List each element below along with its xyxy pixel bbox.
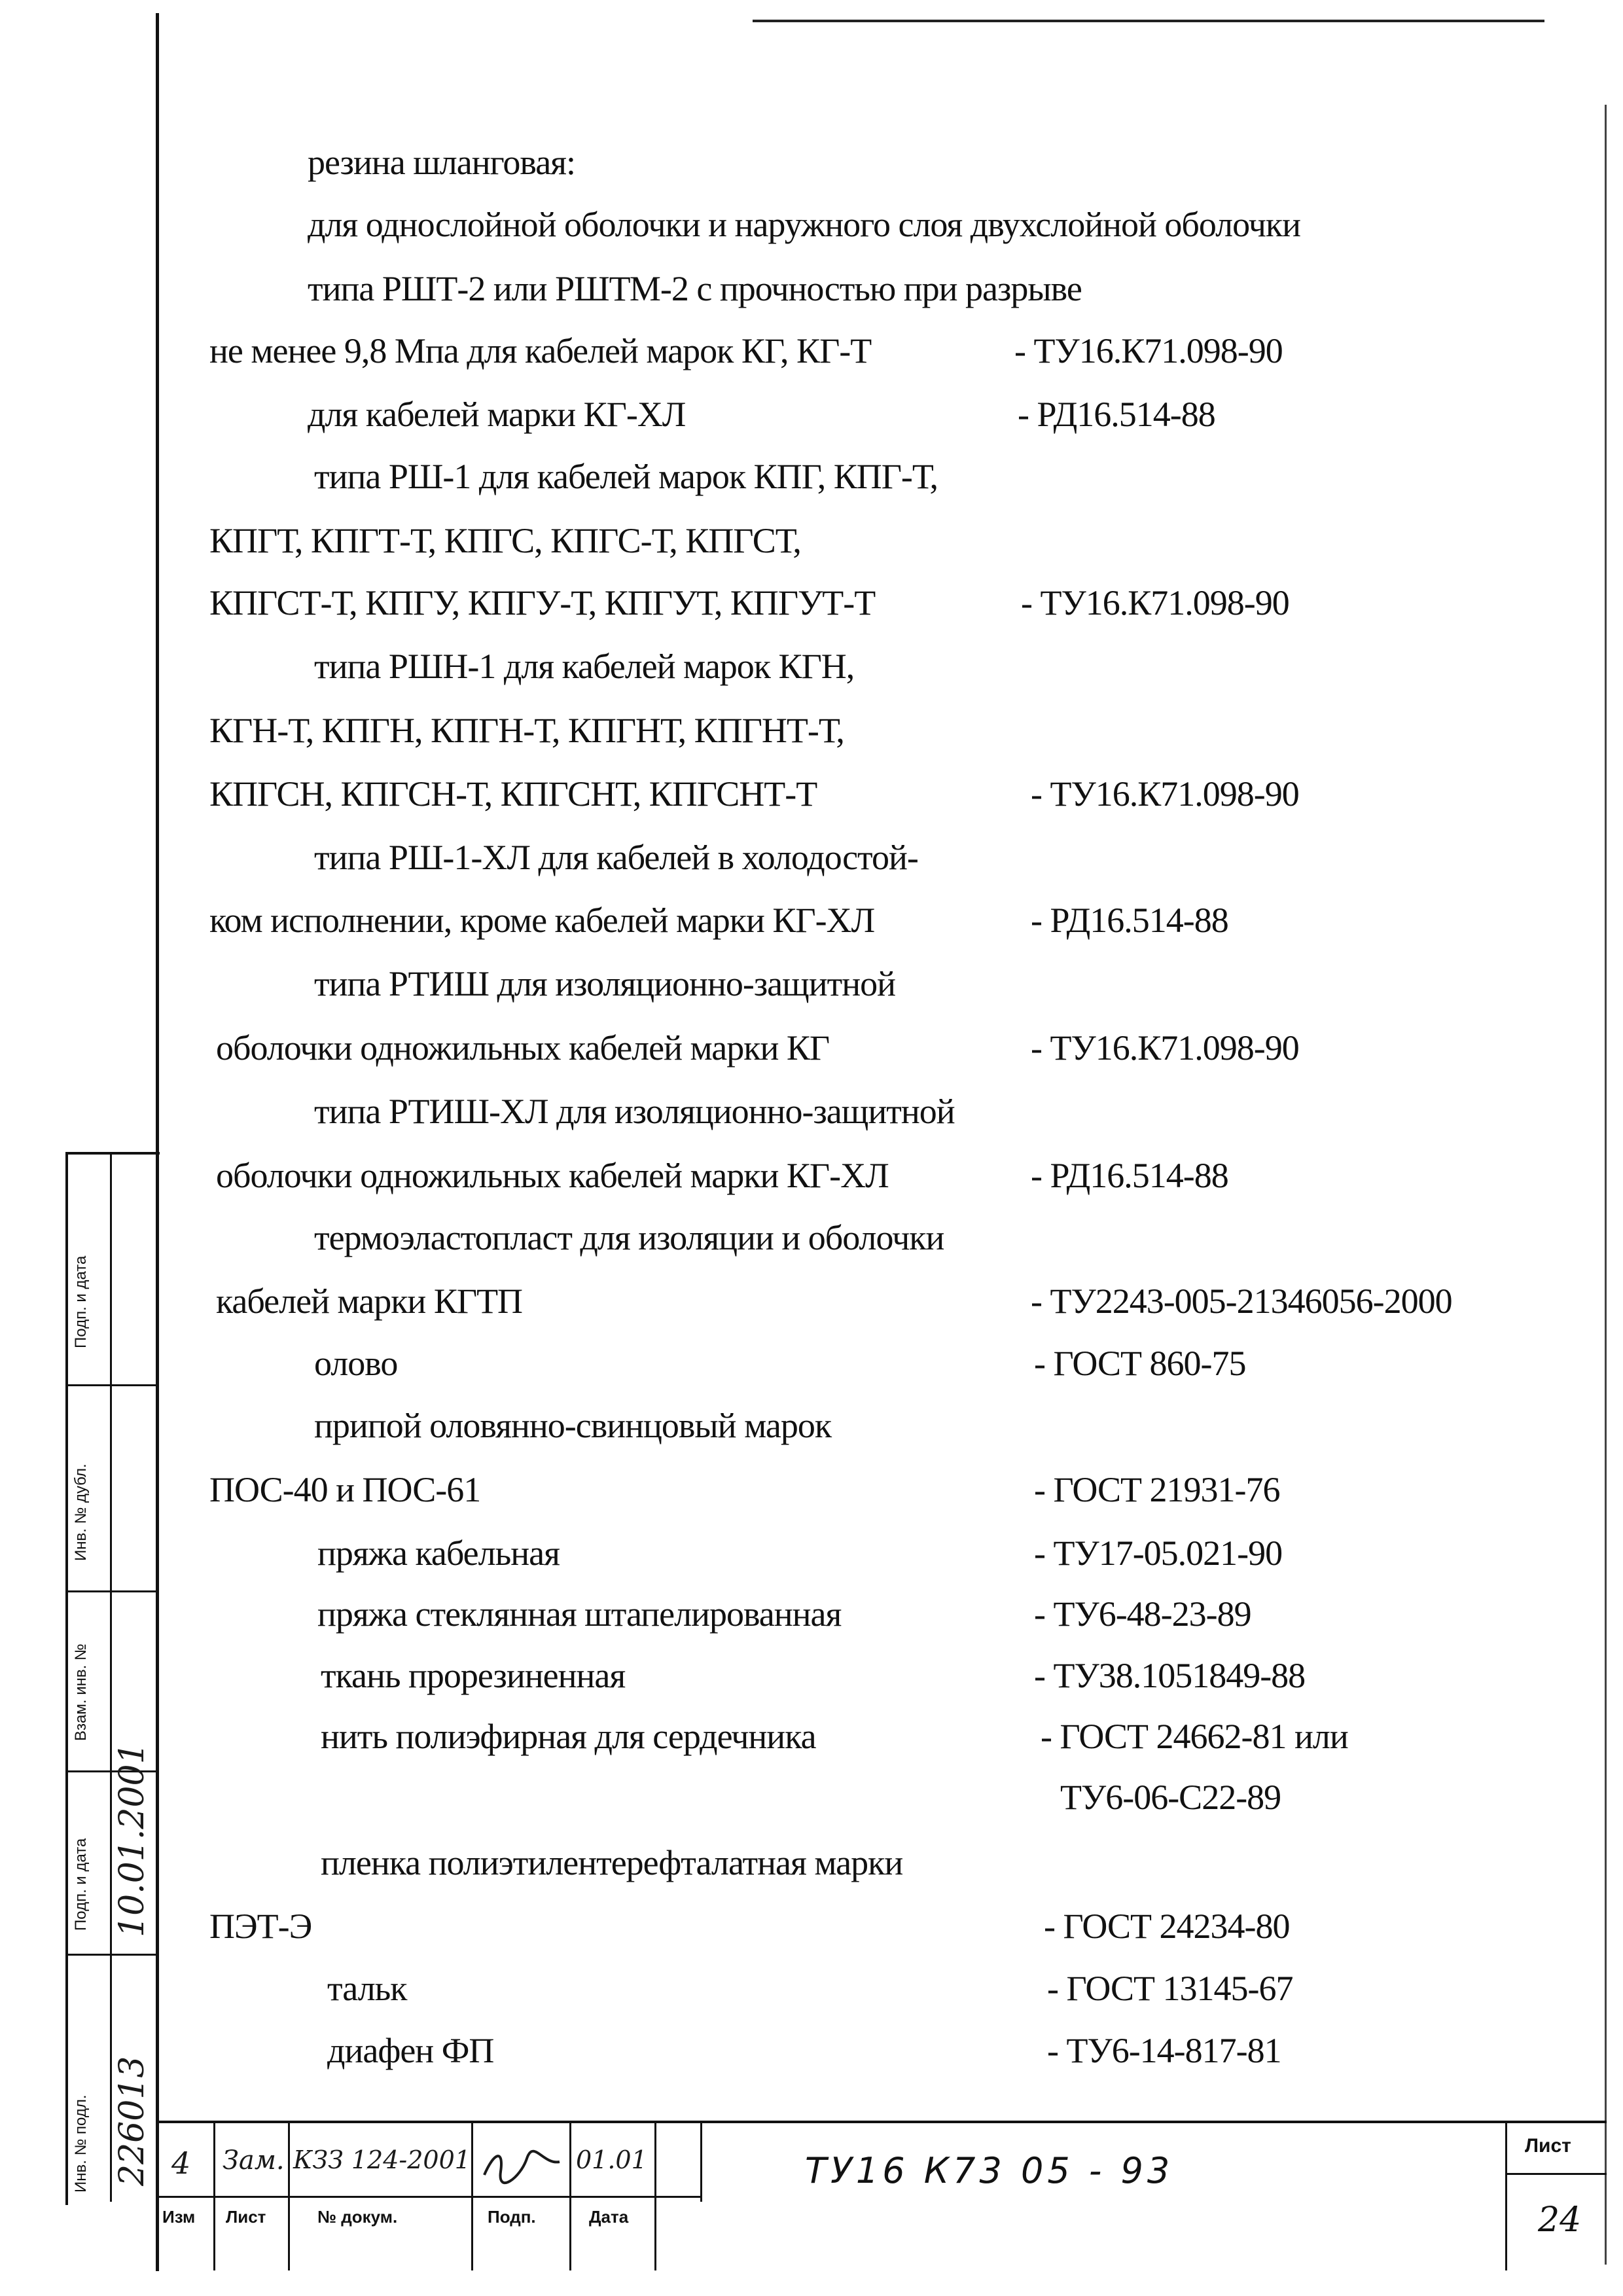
text-line: припой оловянно-свинцовый марок xyxy=(314,1406,832,1445)
side-label-orig-inv: Инв. № подл. xyxy=(72,2094,90,2193)
reference-standard: - ТУ16.К71.098-90 xyxy=(1014,331,1283,370)
signature-mark xyxy=(481,2145,563,2185)
text-line: типа РТИШ для изоляционно-защитной xyxy=(314,964,896,1003)
reference-standard: - ТУ2243-005-21346056-2000 xyxy=(1031,1282,1452,1321)
text-line: типа РШ-1-ХЛ для кабелей в холодостой- xyxy=(314,838,918,877)
reference-standard: - ГОСТ 860-75 xyxy=(1034,1344,1246,1383)
side-label-repl-inv: Взам. инв. № xyxy=(72,1643,90,1741)
text-line: не менее 9,8 Мпа для кабелей марок КГ, КГ-Т xyxy=(209,331,872,370)
reference-standard: - ТУ38.1051849-88 xyxy=(1034,1656,1306,1695)
text-line: тальк xyxy=(327,1969,407,2008)
reference-standard: - ТУ6-48-23-89 xyxy=(1034,1594,1251,1634)
side-stamp-rule xyxy=(65,1954,157,1956)
tb-signature xyxy=(481,2145,563,2192)
frame-top-border xyxy=(753,20,1544,22)
tb-header-sign: Подп. xyxy=(488,2207,536,2227)
text-line: ПЭТ-Э xyxy=(209,1907,312,1946)
side-sign-date-value: 10.01.2001 xyxy=(113,1742,152,1937)
tb-doc-number: КЗЗ 124-2001 xyxy=(293,2145,471,2174)
tb-change-number: 4 xyxy=(171,2145,191,2181)
tb-header-sheet: Лист xyxy=(226,2207,266,2227)
text-line: кабелей марки КГТП xyxy=(216,1282,523,1321)
text-line: термоэластопласт для изоляции и оболочки xyxy=(314,1218,944,1257)
text-line: резина шланговая: xyxy=(308,143,576,182)
reference-standard: - ТУ16.К71.098-90 xyxy=(1031,1028,1299,1067)
side-label-sign-date-2: Подп. и дата xyxy=(72,1838,90,1931)
text-line: КПГТ, КПГТ-Т, КПГС, КПГС-Т, КПГСТ, xyxy=(209,521,801,560)
text-line: пряжа стеклянная штапелированная xyxy=(317,1594,842,1634)
title-block-col xyxy=(569,2123,571,2270)
side-label-dup-inv: Инв. № дубл. xyxy=(72,1463,90,1561)
reference-standard: - ТУ17-05.021-90 xyxy=(1034,1534,1283,1573)
title-block-top-rule xyxy=(157,2121,1607,2123)
tb-date: 01.01 xyxy=(576,2145,647,2174)
text-line: ткань прорезиненная xyxy=(321,1656,626,1695)
reference-standard: - ТУ6-14-817-81 xyxy=(1047,2031,1281,2070)
tb-header-doc: № докум. xyxy=(317,2207,398,2227)
document-code: ТУ16 К73 05 - 93 xyxy=(805,2150,1174,2191)
text-line: КПГСН, КПГСН-Т, КПГСНТ, КПГСНТ-Т xyxy=(209,774,817,814)
reference-standard: - ГОСТ 24662-81 или xyxy=(1041,1717,1348,1756)
text-line: оболочки одножильных кабелей марки КГ-ХЛ xyxy=(216,1156,889,1195)
tb-header-change: Изм xyxy=(162,2207,196,2227)
reference-standard: ТУ6-06-С22-89 xyxy=(1060,1778,1281,1817)
text-line: ком исполнении, кроме кабелей марки КГ-ХЛ xyxy=(209,901,875,940)
frame-right-border xyxy=(1605,105,1607,2265)
text-line: ПОС-40 и ПОС-61 xyxy=(209,1470,481,1509)
title-block-col xyxy=(654,2123,656,2270)
text-line: типа РШ-1 для кабелей марок КПГ, КПГ-Т, xyxy=(314,457,938,496)
side-inv-number-value: 226013 xyxy=(113,2056,152,2186)
text-line: типа РШТ-2 или РШТМ-2 с прочностью при разрыве xyxy=(308,269,1082,308)
title-block-mid-rule xyxy=(157,2196,700,2198)
reference-standard: - ТУ16.К71.098-90 xyxy=(1021,583,1289,622)
sheet-box-divider xyxy=(1505,2173,1607,2175)
reference-standard: - РД16.514-88 xyxy=(1031,1156,1228,1195)
text-line: пленка полиэтилентерефталатная марки xyxy=(321,1843,903,1882)
title-block-col xyxy=(700,2123,702,2202)
title-block-col xyxy=(213,2123,215,2270)
side-stamp-rule xyxy=(65,1590,157,1592)
reference-standard: - РД16.514-88 xyxy=(1031,901,1228,940)
sheet-number: 24 xyxy=(1538,2200,1582,2240)
text-line: для кабелей марки КГ-ХЛ xyxy=(308,395,686,434)
text-line: нить полиэфирная для сердечника xyxy=(321,1717,816,1756)
reference-standard: - ТУ16.К71.098-90 xyxy=(1031,774,1299,814)
text-line: для однослойной оболочки и наружного слоя двухслойной оболочки xyxy=(308,205,1300,244)
title-block-col xyxy=(288,2123,290,2270)
text-line: олово xyxy=(314,1344,398,1383)
text-line: КГН-Т, КПГН, КПГН-Т, КПГНТ, КПГНТ-Т, xyxy=(209,711,844,750)
reference-standard: - ГОСТ 24234-80 xyxy=(1044,1907,1290,1946)
tb-header-date: Дата xyxy=(589,2207,629,2227)
text-line: типа РШН-1 для кабелей марок КГН, xyxy=(314,647,855,686)
text-line: диафен ФП xyxy=(327,2031,494,2070)
text-line: типа РТИШ-ХЛ для изоляционно-защитной xyxy=(314,1092,955,1131)
text-line: пряжа кабельная xyxy=(317,1534,560,1573)
sheet-label: Лист xyxy=(1525,2135,1571,2157)
title-block-col xyxy=(471,2123,473,2270)
reference-standard: - ГОСТ 13145-67 xyxy=(1047,1969,1293,2008)
side-stamp-rule xyxy=(65,1384,157,1386)
side-label-sign-date: Подп. и дата xyxy=(72,1255,90,1348)
side-stamp-divider xyxy=(110,1155,112,2202)
text-line: оболочки одножильных кабелей марки КГ xyxy=(216,1028,830,1067)
reference-standard: - РД16.514-88 xyxy=(1018,395,1215,434)
reference-standard: - ГОСТ 21931-76 xyxy=(1034,1470,1280,1509)
text-line: КПГСТ-Т, КПГУ, КПГУ-Т, КПГУТ, КПГУТ-Т xyxy=(209,583,876,622)
tb-sheet-entry: Зам. xyxy=(223,2145,285,2176)
